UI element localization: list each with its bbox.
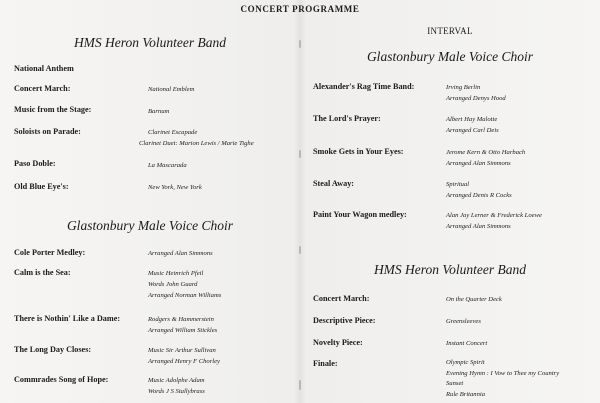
detail-line: Arranged Denys Hood: [446, 95, 506, 102]
detail-line: Clarinet Duet: Marion Lewis / Marie Tighe: [139, 140, 254, 147]
program-label: Old Blue Eye's:: [14, 182, 69, 191]
program-label: Finale:: [313, 359, 338, 368]
detail-line: Greensleeves: [446, 318, 481, 325]
program-details: [446, 114, 499, 136]
program-details: [446, 179, 512, 201]
program-label: Calm is the Sea:: [14, 268, 71, 277]
program-details: [148, 314, 217, 336]
program-label: The Long Day Closes:: [14, 345, 92, 354]
detail-line: National Emblem: [148, 86, 195, 93]
program-label: Paint Your Wagon medley:: [313, 210, 407, 219]
program-details: [446, 210, 542, 232]
program-details: [446, 147, 525, 169]
right-section2-heading: HMS Heron Volunteer Band: [373, 262, 527, 277]
detail-line: New York, New York: [148, 184, 202, 191]
program-details: [148, 375, 205, 397]
program-label: Descriptive Piece:: [313, 316, 376, 325]
detail-line: Words John Guard: [148, 281, 198, 288]
detail-line: On the Quarter Deck: [446, 296, 502, 303]
program-label: Novelty Piece:: [313, 338, 363, 347]
detail-line: Instant Concert: [446, 340, 488, 347]
interval-label: INTERVAL: [427, 26, 473, 36]
detail-line: Olympic Spirit: [446, 359, 485, 366]
detail-line: Rodgers & Hammerstein: [148, 316, 214, 323]
detail-line: Arranged Norman Williams: [148, 292, 222, 299]
detail-line: Irving Berlin: [446, 84, 481, 91]
program-label: Commrades Song of Hope:: [14, 375, 109, 384]
program-details: [139, 127, 254, 149]
detail-line: Music Adolphe Adam: [148, 377, 205, 384]
program-details: [446, 358, 559, 400]
program-details: [148, 106, 169, 117]
detail-line: Albert Hay Malotte: [446, 116, 498, 123]
program-details: [446, 294, 502, 305]
program-details: [148, 248, 213, 259]
right-section1-heading: Glastonbury Male Voice Choir: [366, 49, 534, 64]
detail-line: Sunset: [446, 380, 464, 387]
program-label: Steal Away:: [313, 179, 355, 188]
detail-line: Arranged Alan Simmons: [148, 250, 213, 257]
detail-line: Arranged Alan Simmons: [446, 223, 511, 230]
detail-line: La Mascarada: [148, 162, 187, 169]
detail-line: Music Heinrich Pfeil: [148, 270, 204, 277]
detail-line: Alan Jay Lerner & Frederick Loewe: [446, 212, 542, 219]
program-details: [148, 160, 187, 171]
program-details: [446, 82, 506, 104]
detail-line: Evening Hymn : I Vow to Thee my Country: [446, 369, 560, 377]
program-details: [446, 316, 481, 327]
detail-line: Arranged William Stickles: [148, 327, 218, 334]
program-label: The Lord's Prayer:: [313, 114, 381, 123]
program-label: Alexander's Rag Time Band:: [313, 82, 415, 91]
programme-title: CONCERT PROGRAMME: [240, 4, 360, 14]
left-section2-heading: Glastonbury Male Voice Choir: [66, 218, 234, 233]
program-label: Soloists on Parade:: [14, 127, 81, 136]
detail-line: Arranged Henry F Chorley: [148, 358, 220, 365]
program-label: Concert March:: [14, 84, 71, 93]
program-label: Concert March:: [313, 294, 370, 303]
program-details: [446, 338, 487, 349]
program-label: Music from the Stage:: [14, 105, 92, 114]
program-label: Cole Porter Medley:: [14, 248, 86, 257]
detail-line: Words J S Stallybrass: [148, 388, 205, 395]
program-details: [148, 345, 220, 367]
detail-line: Clarinet Escapade: [148, 129, 198, 136]
detail-line: Rule Britannia: [446, 390, 486, 398]
detail-line: Jerome Kern & Otto Harbach: [446, 149, 526, 156]
left-section1-heading: HMS Heron Volunteer Band: [73, 35, 227, 50]
program-details: [148, 182, 202, 193]
detail-line: Music Sir Arthur Sullivan: [148, 347, 216, 354]
detail-line: Barnum: [148, 108, 170, 115]
detail-line: Arranged Carl Deis: [446, 127, 499, 134]
program-label: Paso Doble:: [14, 159, 56, 168]
program-label: Smoke Gets in Your Eyes:: [313, 147, 404, 156]
program-label: There is Nothin' Like a Dame:: [14, 314, 121, 323]
detail-line: Arranged Alan Simmons: [446, 160, 511, 167]
program-details: [148, 268, 221, 301]
detail-line: Spiritual: [446, 181, 470, 188]
program-details: [148, 84, 194, 95]
detail-line: Arranged Denis R Cocks: [446, 192, 512, 199]
program-label: National Anthem: [14, 64, 74, 73]
